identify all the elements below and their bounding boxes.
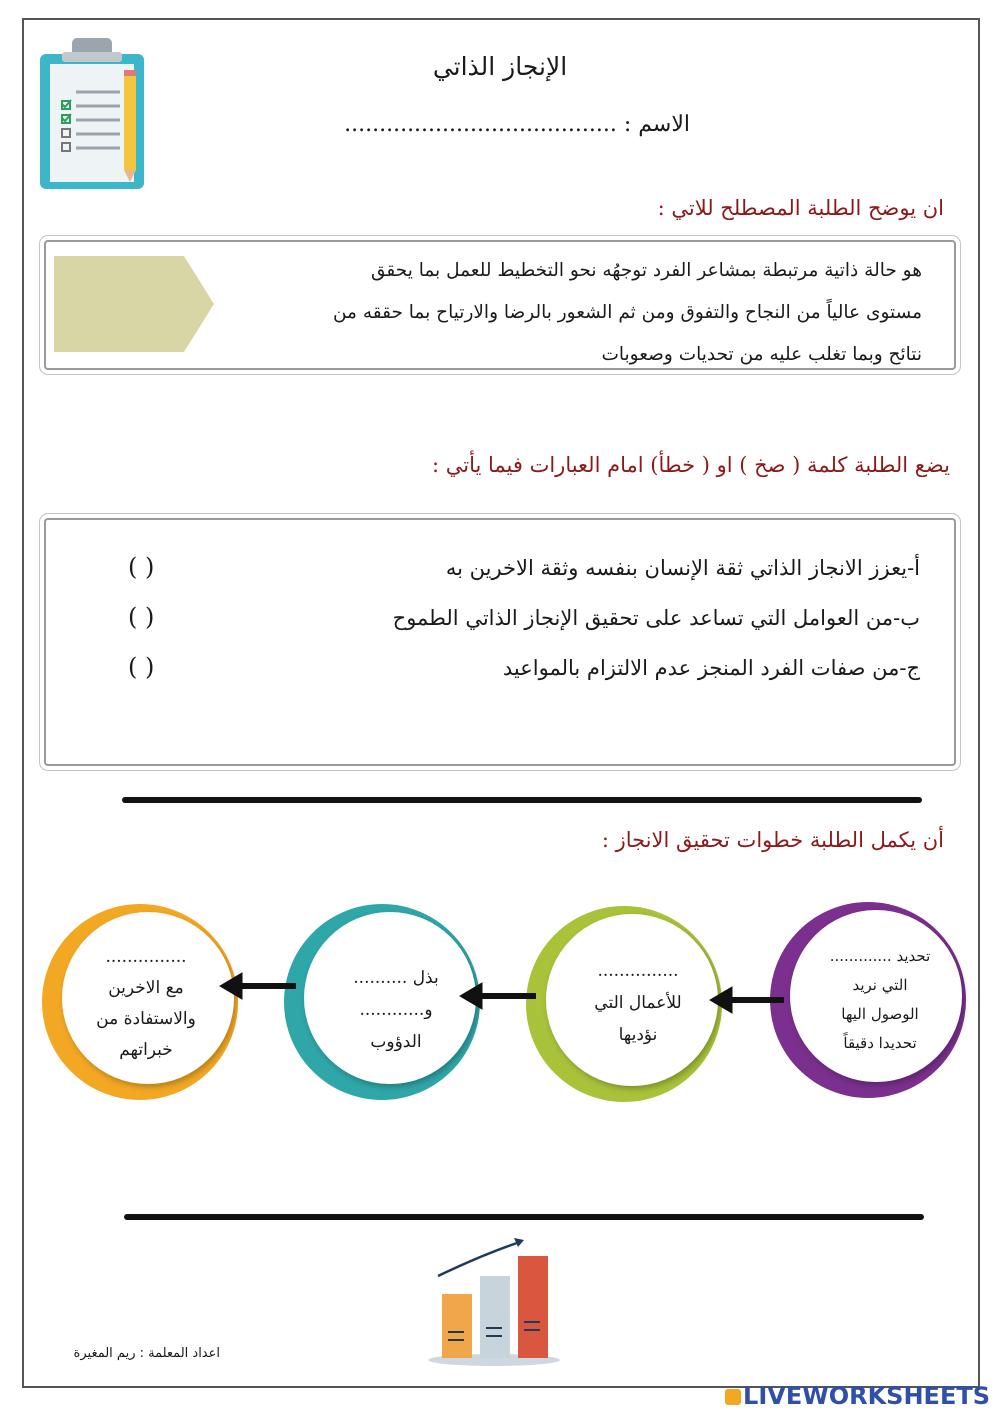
teacher-credit: اعداد المعلمة : ريم المغيرة	[73, 1346, 220, 1361]
brand-text: LIVEWORKSHEETS	[743, 1382, 990, 1410]
definition-line: نتائح وبما تغلب عليه من تحديات وصعوبات	[601, 344, 922, 365]
step-line: الدؤوب	[370, 1032, 422, 1052]
step-line: بذل ..........	[353, 968, 439, 988]
step-text-3[interactable]	[306, 962, 486, 1058]
step-line: و............	[359, 1000, 433, 1020]
statement-c: ج-من صفات الفرد المنجز عدم الالتزام بالمواعيد	[502, 656, 920, 680]
liveworksheets-logo	[725, 1382, 990, 1410]
answer-blank-a[interactable]: ( )	[128, 553, 155, 581]
q2-instruction: يضع الطلبة كلمة ( صخ ) او ( خطأ) امام العبارات فيما يأتي :	[431, 453, 950, 477]
step-line: والاستفادة من	[96, 1009, 196, 1029]
step-line: خبراتهم	[119, 1040, 173, 1060]
growth-chart-icon	[424, 1232, 564, 1372]
answer-blank-c[interactable]: ( )	[128, 653, 155, 681]
step-line: التي نريد	[852, 976, 908, 994]
q1-instruction: ان يوضح الطلبة المصطلح للاتي :	[657, 196, 944, 220]
name-field[interactable]: الاسم : .......................................	[344, 112, 690, 137]
step-line: ...............	[105, 947, 187, 967]
step-line: ...............	[597, 961, 679, 981]
step-line: تحديد .............	[829, 947, 931, 965]
statement-a: أ-يعزز الانجاز الذاتي ثقة الإنسان بنفسه وثقة الاخرين به	[445, 556, 920, 580]
step-line: مع الاخرين	[108, 978, 184, 998]
divider-line	[124, 1214, 924, 1220]
banner-arrow-shape	[54, 256, 216, 352]
q3-instruction: أن يكمل الطلبة خطوات تحقيق الانجاز :	[601, 828, 944, 852]
definition-line: مستوى عالياً من النجاح والتفوق ومن ثم الشعور بالرضا والارتياح بما حققه من	[332, 302, 922, 323]
page-title: الإنجاز الذاتي	[432, 52, 568, 81]
step-text-2[interactable]	[548, 955, 728, 1051]
step-text-4[interactable]	[56, 942, 236, 1066]
step-line: نؤديها	[618, 1025, 658, 1045]
clipboard-icon	[36, 34, 150, 194]
definition-text[interactable]	[222, 250, 922, 376]
statement-b: ب-من العوامل التي تساعد على تحقيق الإنجاز الذاتي الطموح	[392, 606, 920, 630]
logo-icon	[725, 1389, 741, 1405]
step-line: الوصول اليها	[841, 1005, 919, 1023]
divider-line	[122, 797, 922, 803]
definition-line: هو حالة ذاتية مرتبطة بمشاعر الفرد توجهُه نحو التخطيط للعمل بما يحقق	[370, 260, 922, 281]
answer-blank-b[interactable]: ( )	[128, 603, 155, 631]
step-line: للأعمال التي	[594, 993, 682, 1013]
step-line: تحديدا دقيقاً	[843, 1034, 917, 1052]
step-text-1[interactable]	[790, 942, 970, 1058]
